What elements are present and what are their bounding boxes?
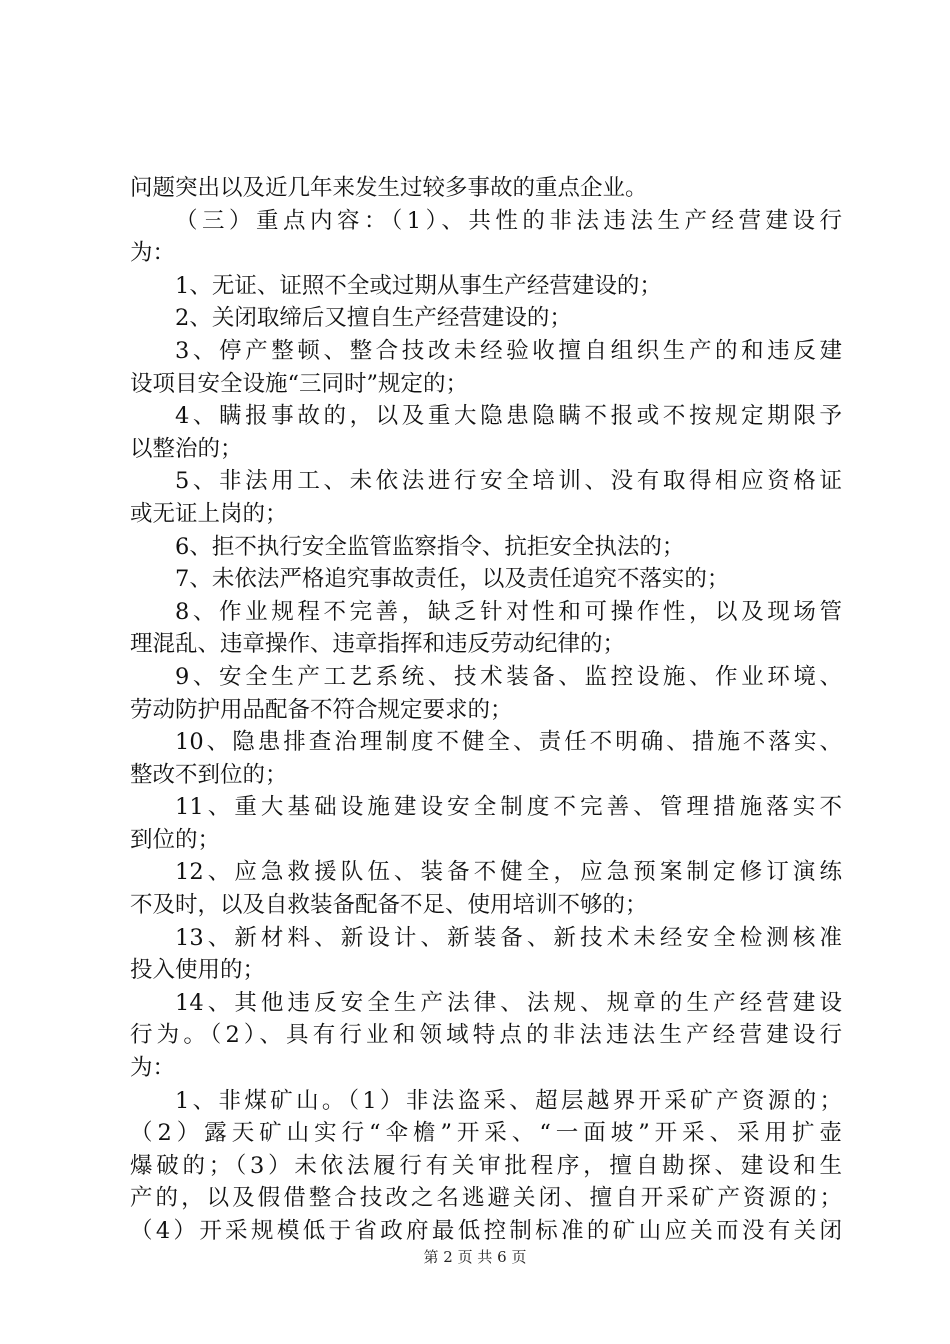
document-body bbox=[130, 172, 842, 1248]
text-line: 行为。（2）、具有行业和领域特点的非法违法生产经营建设行 bbox=[130, 1022, 842, 1049]
text-line: 6、拒不执行安全监管监察指令、抗拒安全执法的； bbox=[175, 533, 685, 560]
text-line: 为： bbox=[130, 1055, 176, 1082]
text-line: 11、重大基础设施建设安全制度不完善、管理措施落实不 bbox=[175, 794, 842, 821]
text-line: 2、关闭取缔后又擅自生产经营建设的； bbox=[175, 305, 572, 332]
text-line: 8、作业规程不完善，缺乏针对性和可操作性，以及现场管 bbox=[175, 598, 842, 625]
text-line: 10、隐患排查治理制度不健全、责任不明确、措施不落实、 bbox=[175, 729, 842, 756]
text-line: 问题突出以及近几年来发生过较多事故的重点企业。 bbox=[130, 175, 648, 201]
text-line: 9、安全生产工艺系统、技术装备、监控设施、作业环境、 bbox=[175, 663, 842, 690]
page-number: 第 2 页 共 6 页 bbox=[423, 1248, 527, 1266]
text-line: （2）露天矿山实行“伞檐”开采、“一面坡”开采、采用扩壶 bbox=[130, 1120, 842, 1147]
text-line: 以整治的； bbox=[130, 435, 243, 462]
text-line: 到位的； bbox=[130, 826, 221, 853]
text-line: 14、其他违反安全生产法律、法规、规章的生产经营建设 bbox=[175, 989, 842, 1016]
text-line: 爆破的；（3）未依法履行有关审批程序，擅自勘探、建设和生 bbox=[130, 1152, 842, 1179]
text-line: 5、非法用工、未依法进行安全培训、没有取得相应资格证 bbox=[175, 468, 842, 495]
text-line: 13、新材料、新设计、新装备、新技术未经安全检测核准 bbox=[175, 924, 842, 951]
text-line: 1、无证、证照不全或过期从事生产经营建设的； bbox=[175, 272, 662, 299]
text-line: 产的，以及假借整合技改之名逃避关闭、擅自开采矿产资源的； bbox=[130, 1185, 842, 1212]
text-line: 整改不到位的； bbox=[130, 761, 288, 788]
text-line: 不及时，以及自救装备配备不足、使用培训不够的； bbox=[130, 892, 648, 919]
page-footer bbox=[0, 1246, 950, 1267]
text-line: 为： bbox=[130, 240, 176, 267]
text-line: 1、非煤矿山。（1）非法盗采、超层越界开采矿产资源的； bbox=[175, 1087, 842, 1114]
text-line: 4、瞒报事故的，以及重大隐患隐瞒不报或不按规定期限予 bbox=[175, 403, 842, 430]
text-line: 劳动防护用品配备不符合规定要求的； bbox=[130, 696, 513, 723]
text-line: 或无证上岗的； bbox=[130, 500, 288, 527]
text-line: 理混乱、违章操作、违章指挥和违反劳动纪律的； bbox=[130, 631, 626, 658]
text-line: 7、未依法严格追究事故责任，以及责任追究不落实的； bbox=[175, 566, 730, 593]
text-line: 设项目安全设施“三同时”规定的； bbox=[130, 370, 469, 397]
text-line: 12、应急救援队伍、装备不健全，应急预案制定修订演练 bbox=[175, 859, 842, 886]
text-line: 投入使用的； bbox=[130, 957, 266, 984]
text-line: （三）重点内容：（1）、共性的非法违法生产经营建设行 bbox=[175, 207, 842, 234]
text-line: 3、停产整顿、整合技改未经验收擅自组织生产的和违反建 bbox=[175, 337, 842, 364]
text-line: （4）开采规模低于省政府最低控制标准的矿山应关而没有关闭 bbox=[130, 1218, 842, 1244]
